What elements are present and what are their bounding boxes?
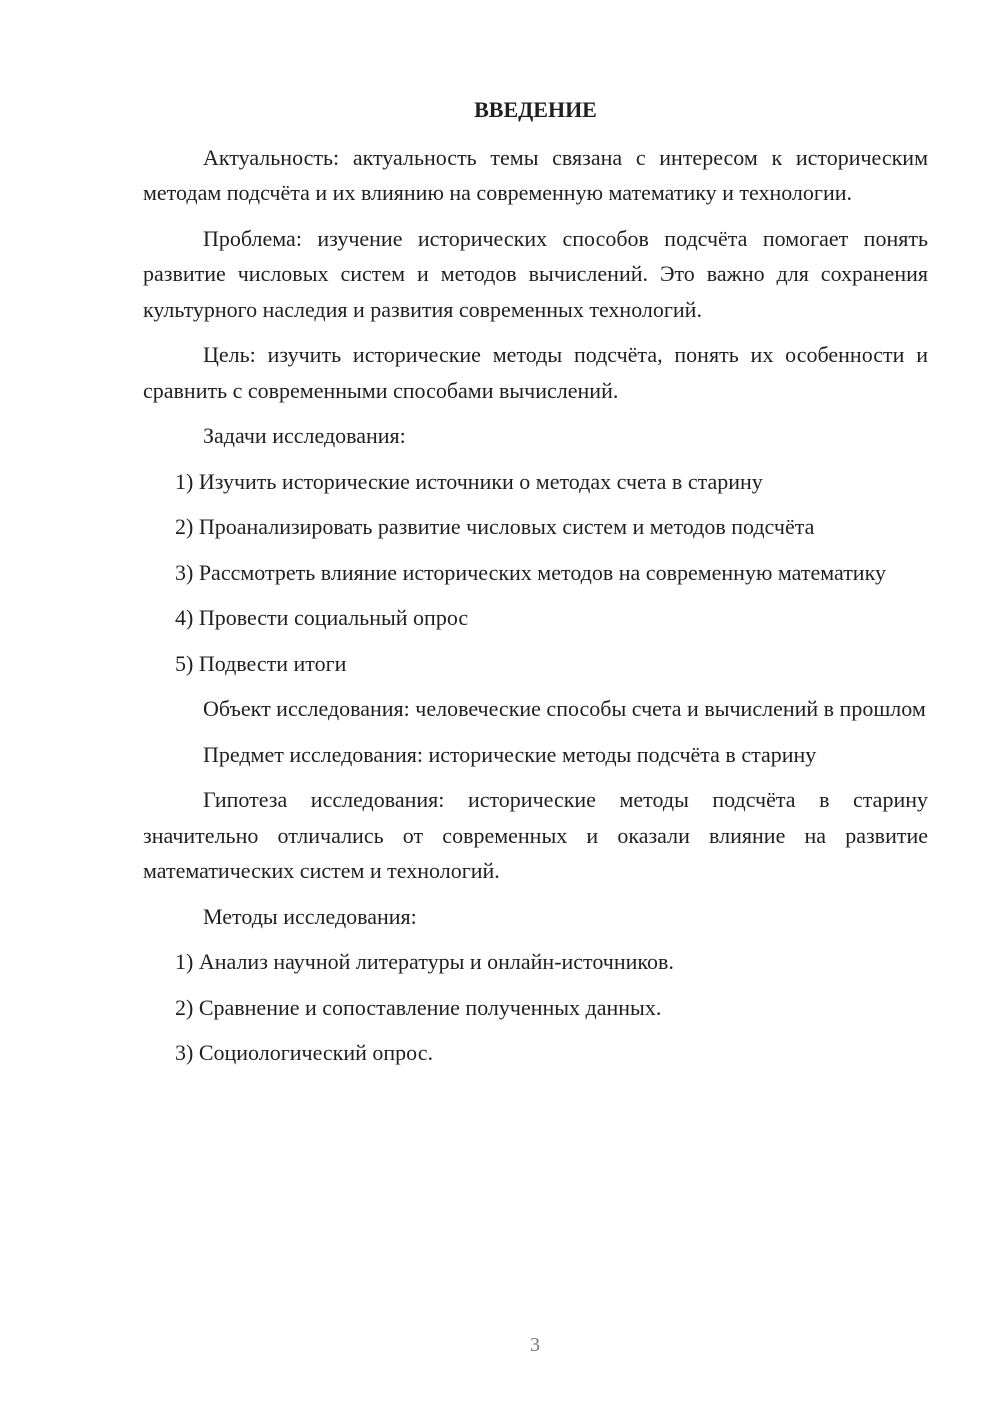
task-item-4: 4) Провести социальный опрос [175,605,469,630]
problem-paragraph: Проблема: изучение исторических способов подсчёта помогает понять развитие числовых систем и методов вычислений. Это важно для сохранения культурного наследия и развития современных технологий. [143,225,928,322]
tasks-heading: Задачи исследования: [203,423,406,448]
task-item-5: 5) Подвести итоги [175,650,347,676]
goal-paragraph: Цель: изучить исторические методы подсчёта, понять их особенности и сравнить с современными способами вычислений. [143,342,928,403]
methods-heading: Методы исследования: [203,903,417,929]
document-page [143,92,928,1081]
task-item-1: 1) Изучить исторические источники о методах счета в старину [175,468,763,494]
subject-paragraph: Предмет исследования: исторические методы подсчёта в старину [203,741,817,767]
hypothesis-paragraph: Гипотеза исследования: исторические методы подсчёта в старину значительно отличались от современных и оказали влияние на развитие математических систем и технологий. [143,787,928,883]
page-number: 3 [530,1334,540,1356]
relevance-paragraph: Актуальность: актуальность темы связана с интересом к историческим методам подсчёта и их влиянию на современную математику и технологии. [143,144,928,205]
method-item-3: 3) Социологический опрос. [175,1040,433,1065]
object-paragraph: Объект исследования: человеческие способы счета и вычислений в прошлом [203,696,926,721]
section-title: ВВЕДЕНИЕ [474,97,597,122]
task-item-3: 3) Рассмотреть влияние исторических методов на современную математику [175,559,886,585]
task-item-2: 2) Проанализировать развитие числовых систем и методов подсчёта [175,514,815,539]
method-item-1: 1) Анализ научной литературы и онлайн-источников. [175,949,674,974]
method-item-2: 2) Сравнение и сопоставление полученных данных. [175,994,662,1020]
